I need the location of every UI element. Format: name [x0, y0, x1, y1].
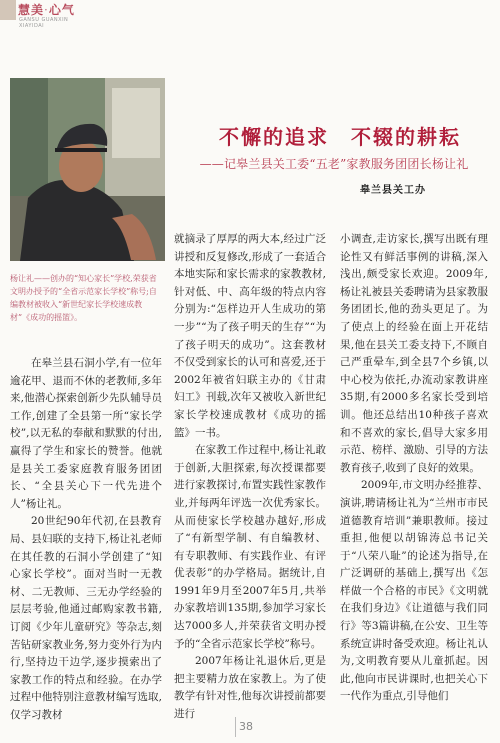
page-number: 38: [239, 720, 253, 733]
paragraph: 20世纪90年代初,在县教育局、县妇联的支持下,杨让礼老师在其任教的石洞小学创建了“知心家长学校”。面对当时一无教材、二无教师、三无办学经验的层层考验,他通过邮购家教书籍,订阅《少年儿童研究》等杂志,刻苦钻研家教业务,努力变外行为内行,坚持边干边学,逐步摸索出了家教工作的特点和经验。在办学过程中他特别注意教材编写选取,仅学习教材: [10, 515, 162, 721]
masthead-color-bar: [0, 0, 16, 20]
paragraph: 就摘录了厚厚的两大本,经过广泛讲授和反复修改,形成了一套适合本地实际和家长需求的家教教材,针对低、中、高年级的特点内容分别为:“怎样边开人生成功的第一步”“为了孩子明天的生存”“为了孩子明天的成功”。这套教材不仅受到家长的认可和喜爱,还于2002年被省妇联主办的《甘肃妇工》刊载,次年又被收入新世纪家长学校速成教材《成功的摇篮》一书。: [174, 233, 326, 439]
masthead-title: 慧美·心气: [18, 3, 75, 17]
photo-caption: 杨让礼——创办的“知心家长”学校,荣获省文明办授予的“全省示范家长学校”称号;自编教材被收入“新世纪家长学校速成教材”《成功的摇篮》。: [10, 274, 157, 322]
paragraph: 小调查,走访家长,撰写出既有理论性又有鲜活事例的讲稿,深入浅出,颇受家长欢迎。2009年,杨让礼被县关委聘请为县家教服务团团长,他的劲头更足了。为了使点上的经验在面上开花结果,他在县关工委支持下,不顾自己严重晕车,到全县7个乡镇,以中心校为依托,办流动家教讲座35期,有2000多名家长受到培训。他还总结出10种孩子喜欢和不喜欢的家长,倡导大家多用示范、榜样、激励、引导的方法教育孩子,收到了良好的效果。: [340, 233, 488, 474]
article-column-2: [174, 231, 326, 724]
article-subtitle: ——记皋兰县关工委“五老”家教服务团团长杨让礼: [199, 157, 469, 171]
article-title: 不懈的追求 不辍的耕耘: [219, 125, 461, 149]
portrait-photo: [10, 78, 165, 261]
masthead-subtitle: GANSU GUANXIN XIAYIDAI: [19, 17, 69, 29]
paragraph: 2007年杨让礼退休后,更是把主要精力放在家教上。为了使教学有针对性,他每次讲授前都要进行: [174, 655, 326, 721]
paragraph: 在皋兰县石洞小学,有一位年逾花甲、退而不休的老教师,多年来,他潜心探索创新少先队辅导员工作,创建了全县第一所“家长学校”,以无私的奉献和默默的付出,赢得了学生和家长的赞誉。他就是县关工委家庭教育服务团团长、“全县关心下一代先进个人”杨让礼。: [10, 357, 162, 510]
paragraph: 2009年,市文明办经推荐、演讲,聘请杨让礼为“兰州市市民道德教育培训”兼职教师。接过重担,他便以胡锦涛总书记关于“八荣八耻”的论述为指导,在广泛调研的基础上,撰写出《怎样做一个合格的市民》《文明就在我们身边》《让道德与我们同行》等3篇讲稿,在公安、卫生等系统宣讲时备受欢迎。杨让礼认为,文明教育要从儿童抓起。因此,他向市民讲课时,也把关心下一代作为重点,引导他们: [340, 479, 488, 703]
article-column-3: [340, 231, 488, 706]
article-column-1: [10, 355, 162, 724]
paragraph: 在家教工作过程中,杨让礼敢于创新,大胆探索,每次授课都要进行家教探讨,布置实践性家教作业,并每两年评选一次优秀家长。从而使家长学校越办越好,形成了“有新型学制、有自编教材、有专职教师、有实践作业、有评优表彰”的办学格局。据统计,自1991年9月至2007年5月,共举办家教培训135期,参加学习家长达7000多人,并荣获省文明办授予的“全省示范家长学校”称号。: [174, 444, 326, 650]
article-byline: 皋兰县关工办: [360, 185, 426, 196]
page-number-divider: [235, 717, 236, 737]
magazine-masthead: [0, 0, 500, 30]
